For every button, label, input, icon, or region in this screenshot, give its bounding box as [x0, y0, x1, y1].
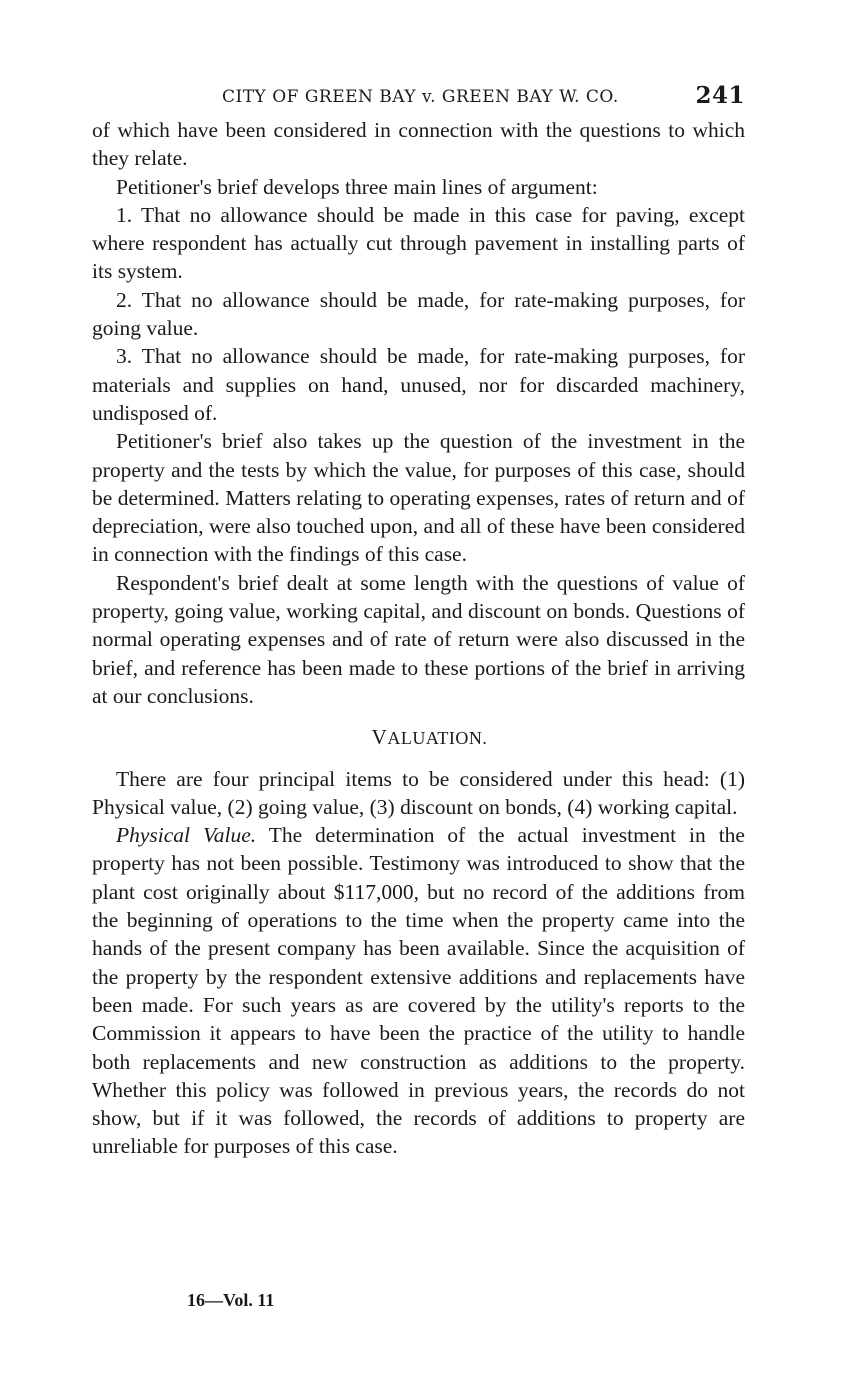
running-title: CITY OF GREEN BAY v. GREEN BAY W. CO.	[222, 87, 619, 107]
paragraph: 2. That no allowance should be made, for rate-making purposes, for going value.	[92, 287, 745, 341]
paragraph: 3. That no allowance should be made, for rate-making purposes, for materials and supplies on hand, unused, nor for discarded machinery, undisposed of.	[92, 344, 745, 425]
body-text	[92, 116, 745, 1161]
physical-value-text: The determination of the actual investment in the property has not been possible. Testimony was introduced to show that the plant cost originally about $117,000, but no record of the additions from the beginning of operations to the time when the property came into the hands of the present company has been available. Since the acquisition of the property by the respondent extensive additions and replacements have been made. For such years as are covered by the utility's reports to the Commission it appears to have been the practice of the utility to handle both replacements and new construction as additions to the property. Whether this policy was followed in previous years, the records do not show, but if it was followed, the records of additions to property are unreliable for purposes of this case.	[92, 823, 745, 1159]
section-heading	[92, 723, 745, 752]
physical-value-lead: Physical Value.	[116, 823, 257, 848]
paragraph: 1. That no allowance should be made in this case for paving, except where respondent has actually cut through pavement in installing parts of its system.	[92, 202, 745, 284]
running-head	[92, 82, 745, 116]
page-number: 241	[695, 82, 745, 109]
paragraph: of which have been considered in connection with the questions to which they relate.	[92, 118, 745, 171]
paragraph: There are four principal items to be considered under this head: (1) Physical value, (2) going value, (3) discount on bonds, (4) working capital.	[92, 766, 745, 819]
paragraph: Respondent's brief dealt at some length with the questions of value of property, going value, working capital, and discount on bonds. Questions of normal operating expenses and of rate of return were also discussed in the brief, and reference has been made to these portions of the brief in arriving at our conclusions.	[92, 570, 745, 708]
document-page	[92, 82, 745, 1161]
paragraph: Petitioner's brief develops three main lines of argument:	[116, 174, 598, 199]
section-heading-rest: ALUATION.	[387, 728, 488, 749]
signature-mark: 16—Vol. 11	[187, 1290, 275, 1310]
physical-value-paragraph	[92, 821, 745, 1161]
paragraph: Petitioner's brief also takes up the question of the investment in the property and the tests by which the value, for purposes of this case, should be determined. Matters relating to operating expenses, rates of return and of depreciation, were also touched upon, and all of these have been considered in connection with the findings of this case.	[92, 429, 745, 567]
section-heading-initial: V	[371, 725, 388, 750]
